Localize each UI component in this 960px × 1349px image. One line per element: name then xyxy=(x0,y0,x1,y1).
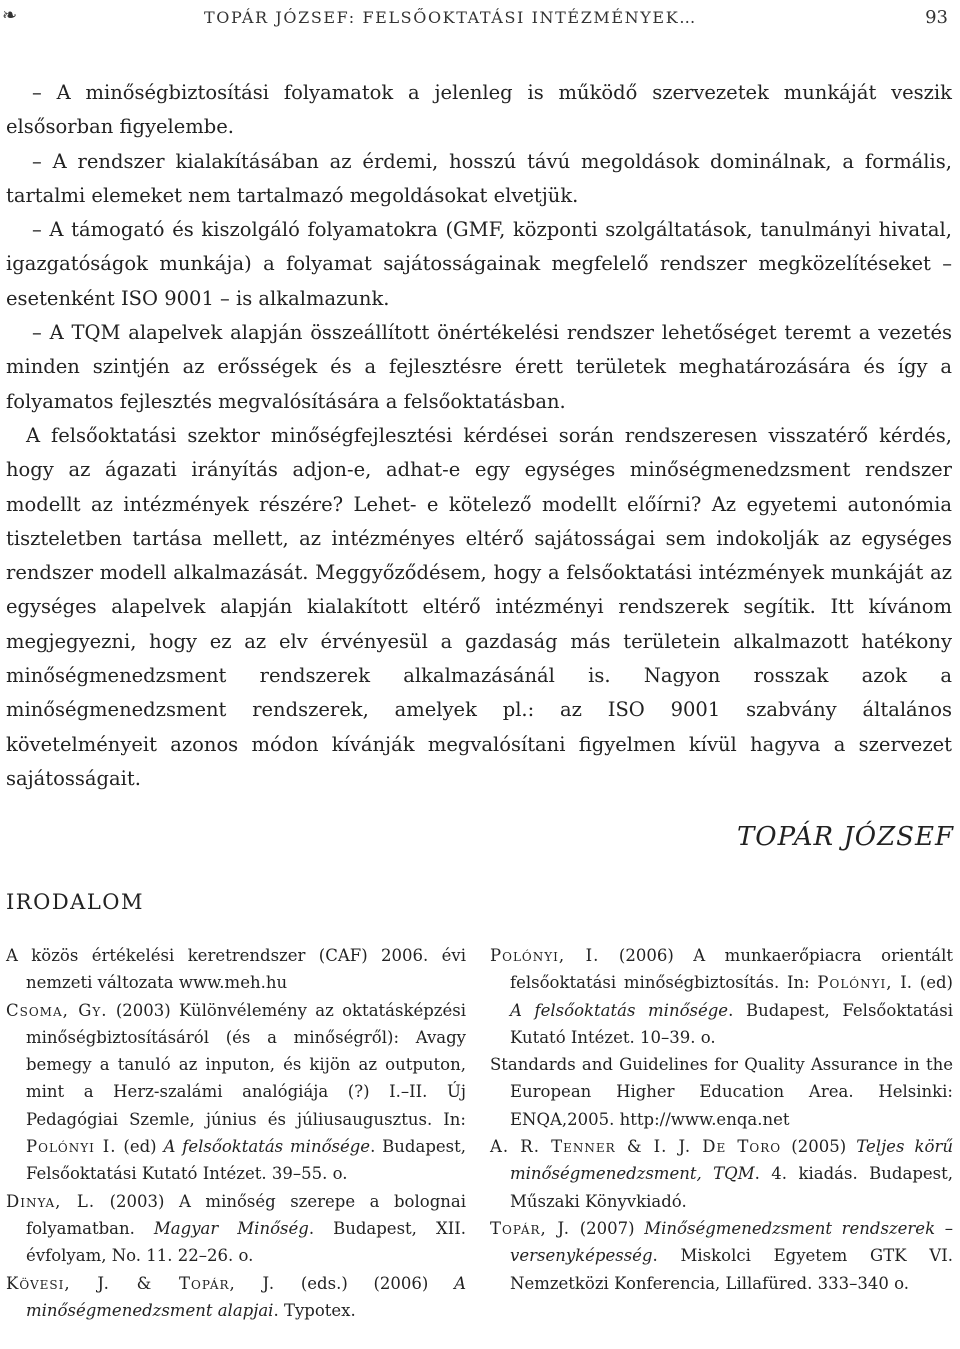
paragraph: A felsőoktatási szektor minőségfejlesztési kérdései során rendszeresen visszatérő kérdés, hogy az ágazati irányítás adjon-e, adhat-e egy egységes minőségmenedzsment rendszer modellt az intézmények részére? Lehet- e kötelező modellt előírni? Az egyetemi autonómia tiszteletben tartása mellett, az intézményes eltérő sajátosságai sem indokolják az egységes rendszer modell alkalmazását. Meggyőződésem, hogy a felsőoktatási intézmények munkáját az egységes alapelvek alapján kialakított eltérő intézményi rendszerek segítik. Itt kívánom megjegyezni, hogy ez az elv érvényesül a gazdaság más területein alkalmazott hatékony minőségmenedzsment rendszerek alkalmazásánál is. Nagyon rosszak azok a minőségmenedzsment rendszerek, amelyek pl.: az ISO 9001 szabvány általános követelményeit azonos módon kívánják megvalósítani figyelmen kívül hagyva a szervezet sajátosságait. xyxy=(6,423,952,790)
reference-text: (2007) xyxy=(570,1218,645,1238)
reference-author: A. R. Tenner & I. J. De Toro xyxy=(490,1137,782,1157)
reference-title: A minőségmenedzsment alapjai xyxy=(26,1273,466,1320)
reference-text: . Budapest, Felsőoktatási Kutató Intézet. 10–39. o. xyxy=(510,1000,953,1047)
reference-author: Dinya, L. xyxy=(6,1191,96,1211)
reference-text: Standards and Guidelines for Quality Assurance in the European Higher Education Area. Helsinki: ENQA,2005. http://www.enqa.net xyxy=(490,1055,953,1129)
reference-title: A felsőoktatás minősége xyxy=(510,1000,729,1020)
list-item: – A minőségbiztosítási folyamatok a jelenleg is működő szervezetek munkáját veszik elsősorban figyelembe. xyxy=(6,81,952,139)
list-item: – A rendszer kialakításában az érdemi, hosszú távú megoldások dominálnak, a formális, tartalmi elemeket nem tartalmazó megoldásokat elvetjük. xyxy=(6,149,952,207)
reference-entry xyxy=(490,1051,953,1133)
page-number: 93 xyxy=(925,7,948,28)
reference-title: Teljes körű minőségmenedzsment, TQM xyxy=(510,1137,954,1184)
reference-text: (eds.) (2006) xyxy=(275,1273,455,1293)
reference-text: I. (ed) xyxy=(892,973,953,993)
reference-text: . Budapest, XII. évfolyam, No. 11. 22–26. o. xyxy=(26,1218,466,1266)
reference-author: Csoma, Gy. xyxy=(6,1000,108,1020)
reference-entry xyxy=(490,1215,953,1297)
reference-author: Kövesi, J. & Topár, J. xyxy=(6,1273,276,1293)
running-header xyxy=(0,4,960,28)
reference-title: Magyar Minőség xyxy=(153,1218,309,1238)
running-title: TOPÁR JÓZSEF: FELSŐOKTATÁSI INTÉZMÉNYEK… xyxy=(204,8,697,27)
reference-text: (2005) xyxy=(781,1137,857,1157)
reference-title: A felsőoktatás minősége xyxy=(163,1137,371,1157)
fleuron-icon: ❧ xyxy=(2,5,18,26)
list-item: – A TQM alapelvek alapján összeállított önértékelési rendszer lehetőséget teremt a vezetés minden szintjén az erősségek és a fejlesztésre érett területek meghatározására és így a folyamatos fejlesztés megvalósítására a felsőoktatásban. xyxy=(6,321,952,413)
references-heading: IRODALOM xyxy=(6,890,144,914)
reference-author: Polónyi I. xyxy=(26,1137,117,1157)
reference-entry xyxy=(490,942,953,1051)
reference-text: (ed) xyxy=(116,1137,164,1157)
reference-text: . 4. kiadás. Budapest, Műszaki Könyvkiadó. xyxy=(510,1164,953,1211)
references-left-column xyxy=(6,942,466,1324)
reference-author: Polónyi, xyxy=(817,973,893,993)
reference-entry xyxy=(490,1133,953,1215)
reference-text: . Miskolci Egyetem GTK VI. Nemzetközi Konferencia, Lillafüred. 333–340 o. xyxy=(510,1246,953,1293)
author-signature: TOPÁR JÓZSEF xyxy=(736,822,954,852)
list-item: – A támogató és kiszolgáló folyamatokra (GMF, központi szolgáltatások, tanulmányi hivatal, igazgatóságok munkája) a folyamat sajátosságainak megfelelő rendszer megközelítéseket – esetenként ISO 9001 – is alkalmazunk. xyxy=(6,218,952,310)
reference-entry xyxy=(6,1188,466,1270)
reference-text: . Budapest, Felsőoktatási Kutató Intézet. 39–55. o. xyxy=(26,1137,466,1184)
reference-entry xyxy=(6,997,466,1188)
reference-text: A közös értékelési keretrendszer (CAF) 2006. évi nemzeti változata www.meh.hu xyxy=(6,946,466,993)
references-right-column xyxy=(490,942,953,1297)
reference-text: (2003) A minőség szerepe a bolognai folyamatban. xyxy=(26,1191,466,1238)
reference-entry xyxy=(6,942,466,997)
reference-author: Topár, J. xyxy=(490,1218,571,1238)
reference-entry xyxy=(6,1270,466,1325)
reference-text: . Typotex. xyxy=(273,1300,356,1320)
reference-title: Minőségmenedzsment rendszerek – versenyképesség xyxy=(510,1218,953,1266)
body-text xyxy=(6,76,952,796)
reference-text: (2006) A munkaerőpiacra orientált felsőoktatási minőségbiztosítás. In: xyxy=(510,946,953,993)
reference-author: Polónyi, I. xyxy=(490,946,600,965)
reference-text: (2003) Különvélemény az oktatásképzési minőségbiztosításáról (és a minőségről): Avagy bemegy a tanuló az inputon, és kijön az outputon, mint a Herz-szalámi analógiája (?) I.–II. Új Pedagógiai Szemle, június és júliusaugusztus. In: xyxy=(26,1000,466,1129)
